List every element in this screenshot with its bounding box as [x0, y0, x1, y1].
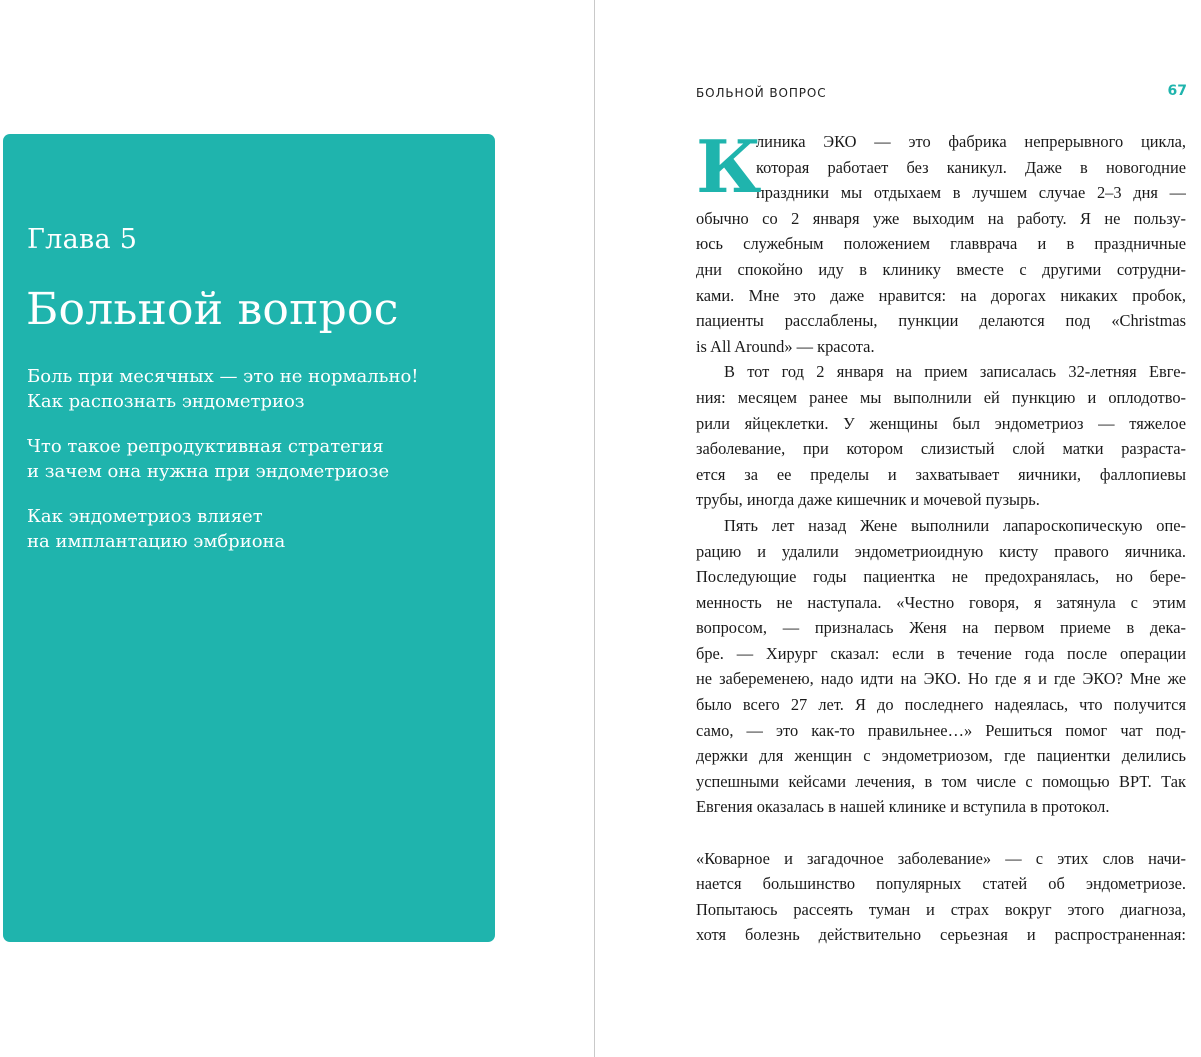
- text-line: само, — это как-то правильнее…» Решиться помог чат под-: [696, 720, 1186, 740]
- running-head: БОЛЬНОЙ ВОПРОС: [696, 86, 827, 100]
- text-line: Пять лет назад Жене выполнили лапароскопическую опе-: [724, 515, 1186, 535]
- text-line: менность не наступала. «Честно говоря, я затянула с этим: [696, 592, 1186, 612]
- chapter-topic: Что такое репродуктивная стратегия и зачем она нужна при эндометриозе: [27, 436, 390, 482]
- text-line: ния: месяцем ранее мы выполнили ей пункцию и оплодотво-: [696, 387, 1186, 407]
- text-line: дни спокойно иду в клинику вместе с другими сотрудни-: [696, 259, 1186, 279]
- text-line: держки для женщин с эндометриозом, где пациентки делились: [696, 746, 1186, 766]
- chapter-topic: Боль при месячных — это не нормально! Как распознать эндометриоз: [27, 366, 419, 412]
- text-line: В тот год 2 января на прием записалась 32-летняя Евге-: [724, 362, 1186, 382]
- text-line: обычно со 2 января уже выходим на работу. Я не пользу-: [696, 208, 1186, 228]
- body-text: [696, 124, 1186, 948]
- text-line: успешными кейсами лечения, в том числе с помощью ВРТ. Так: [696, 771, 1186, 791]
- text-line: пациенты расслаблены, пункции делаются под «Christmas: [696, 311, 1186, 331]
- text-line: ется за ее пределы и захватывает яичники, фаллопиевы: [696, 464, 1186, 484]
- page-gutter: [594, 0, 595, 1057]
- text-line: Последующие годы пациентка не предохранялась, но бере-: [696, 567, 1186, 587]
- text-line: хотя болезнь действительно серьезная и распространенная:: [696, 925, 1186, 945]
- chapter-opener-panel: [3, 134, 495, 942]
- drop-cap: К: [696, 124, 762, 209]
- text-line: «Коварное и загадочное заболевание» — с этих слов начи-: [696, 848, 1186, 868]
- chapter-topics: [27, 364, 467, 574]
- chapter-title: Больной вопрос: [26, 284, 399, 335]
- section-gap: [696, 820, 1186, 846]
- text-line: линика ЭКО — это фабрика непрерывного цикла,: [756, 132, 1186, 151]
- chapter-number: Глава 5: [27, 224, 138, 255]
- text-line: не забеременею, надо идти на ЭКО. Но где я и где ЭКО? Мне же: [696, 669, 1186, 689]
- text-line: было всего 27 лет. Я до последнего надеялась, что получится: [696, 695, 1186, 715]
- text-line: нается большинство популярных статей об эндометриозе.: [696, 874, 1186, 894]
- text-line: бре. — Хирург сказал: если в течение года после операции: [696, 643, 1186, 663]
- page-number: 67: [1167, 83, 1187, 99]
- text-line: трубы, иногда даже кишечник и мочевой пузырь.: [696, 490, 1040, 510]
- text-line: Евгения оказалась в нашей клинике и вступила в протокол.: [696, 797, 1110, 817]
- chapter-topic: Как эндометриоз влияет на имплантацию эмбриона: [27, 506, 286, 552]
- text-line: ками. Мне это даже нравится: на дорогах никаких пробок,: [696, 285, 1186, 305]
- text-line: юсь служебным положением главврача и в праздничные: [696, 234, 1186, 254]
- text-line: заболевание, при котором слизистый слой матки разраста-: [696, 439, 1186, 459]
- text-line: которая работает без каникул. Даже в новогодние: [756, 157, 1186, 177]
- text-line: рацию и удалили эндометриоидную кисту правого яичника.: [696, 541, 1186, 561]
- text-line: рили яйцеклетки. У женщины был эндометриоз — тяжелое: [696, 413, 1186, 433]
- text-line: is All Around» — красота.: [696, 336, 875, 356]
- text-line: праздники мы отдыхаем в лучшем случае 2–3 дня —: [756, 183, 1186, 203]
- text-line: Попытаюсь рассеять туман и страх вокруг этого диагноза,: [696, 899, 1186, 919]
- text-line: вопросом, — призналась Женя на первом приеме в дека-: [696, 618, 1186, 638]
